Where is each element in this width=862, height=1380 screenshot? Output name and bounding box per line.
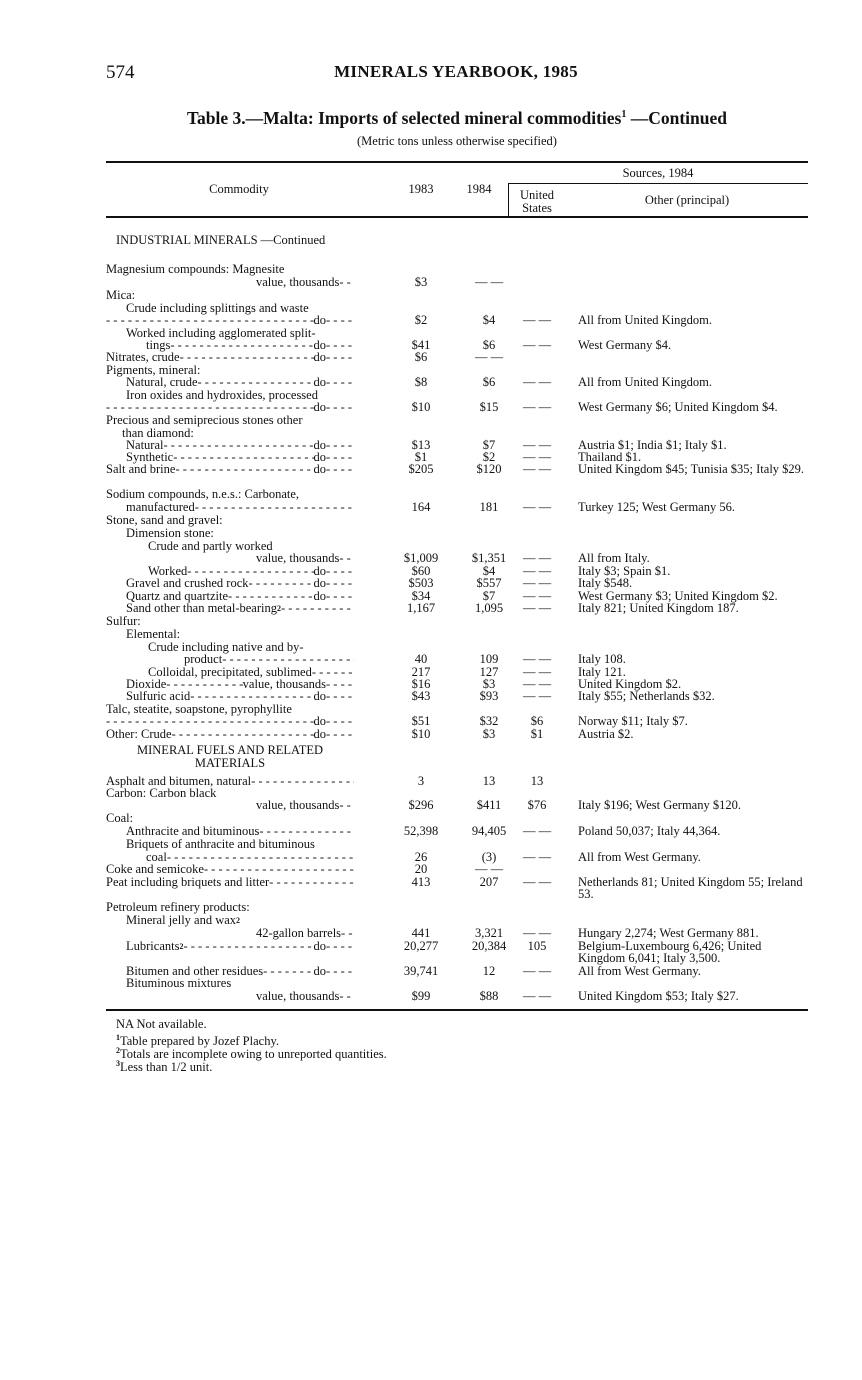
value-united-states: 13 [530,774,544,788]
value-united-states: $76 [527,798,547,812]
commodity-cell [126,376,354,389]
commodity-label: Bituminous mixtures [126,977,232,990]
value-1983: 20 [414,862,428,876]
value-1983: 3 [417,774,425,788]
value-1983: $205 [408,462,434,476]
commodity-label: value, thousands [256,799,340,812]
value-1983: 52,398 [403,824,439,838]
col-header-commodity: Commodity [209,182,269,196]
value-1983: 413 [411,875,431,889]
leader-dots [269,876,354,889]
value-1983: $1 [414,450,428,464]
value-1983: $6 [414,350,428,364]
commodity-label: Elemental: [126,628,181,641]
commodity-label: coal [146,851,167,864]
table-bottom-rule [106,1009,808,1011]
value-1984: 3,321 [474,926,504,940]
leader-dots [326,940,354,953]
value-1983: 164 [411,500,431,514]
commodity-cell [126,501,354,514]
value-united-states: — — [522,438,552,452]
commodity-cell [106,351,354,364]
leader-dots [106,715,314,728]
commodity-label: Anthracite and bituminous [126,825,260,838]
other-sources: Italy $55; Netherlands $32. [578,689,715,703]
leader-dots [259,825,354,838]
value-1983: $10 [411,400,431,414]
section-industrial-minerals: INDUSTRIAL MINERALS —Continued [116,233,326,247]
unit-label: do [313,401,326,414]
leader-dots [339,799,354,812]
unit-label: do [313,965,326,978]
value-1983: $13 [411,438,431,452]
value-1983: $503 [408,576,434,590]
commodity-cell [106,876,354,889]
value-united-states: $6 [530,714,544,728]
other-sources: West Germany $3; United Kingdom $2. [578,589,778,603]
unit-label: do [313,351,326,364]
leader-dots [172,728,314,741]
value-1983: $41 [411,338,431,352]
commodity-label: 42-gallon barrels [256,927,342,940]
commodity-label: than diamond: [122,427,194,440]
leader-dots [326,351,354,364]
unit-label: do [313,690,326,703]
value-1984: $1,351 [471,551,507,565]
footnote-1-mark: 1 [116,1033,120,1042]
value-1984: $3 [482,677,496,691]
unit-label: do [313,565,326,578]
value-united-states: — — [522,375,552,389]
unit-label: do [313,715,326,728]
leader-dots [183,940,313,953]
commodity-label: Dimension stone: [126,527,214,540]
other-sources: Thailand $1. [578,450,642,464]
commodity-cell [106,314,354,327]
table-subtitle: (Metric tons unless otherwise specified) [357,134,557,148]
table-title-footnote-mark: 1 [621,109,627,121]
commodity-label: value, thousands [256,276,340,289]
value-1984: $7 [482,589,496,603]
commodity-label: Coal: [106,812,134,825]
leader-dots [198,376,314,389]
unit-label: do [313,451,326,464]
value-1983: 441 [411,926,431,940]
value-united-states: — — [522,450,552,464]
other-sources: Poland 50,037; Italy 44,364. [578,824,721,838]
leader-dots [204,863,354,876]
leader-dots [339,552,354,565]
value-1983: $296 [408,798,434,812]
commodity-label: Quartz and quartzite [126,590,229,603]
us-header-line2: States [522,201,552,215]
commodity-label: Pigments, mineral: [106,364,201,377]
value-1983: 26 [414,850,428,864]
commodity-label: Worked including agglomerated split- [126,327,316,340]
value-1984: $4 [482,313,496,327]
other-sources: All from Italy. [578,551,650,565]
other-sources: Italy 121. [578,665,626,679]
value-1983: $10 [411,727,431,741]
value-1984: $557 [476,576,502,590]
other-sources: Netherlands 81; United Kingdom 55; Ireland 53. [578,875,803,901]
leader-dots [195,501,354,514]
value-united-states: — — [522,875,552,889]
value-1984: 109 [479,652,499,666]
value-1984: 13 [482,774,496,788]
commodity-cell [126,628,354,641]
commodity-cell [106,863,354,876]
commodity-cell [106,728,354,741]
page-number: 574 [106,62,135,83]
value-united-states: 105 [527,939,547,953]
value-united-states: — — [522,601,552,615]
col-header-1984: 1984 [466,182,492,196]
value-1984: $411 [476,798,502,812]
other-sources: Italy $548. [578,576,633,590]
unit-label: do [313,590,326,603]
commodity-label: product [184,653,223,666]
other-sources: United Kingdom $2. [578,677,682,691]
commodity-cell [106,812,354,825]
other-sources: Norway $11; Italy $7. [578,714,688,728]
value-1983: $2 [414,313,428,327]
value-united-states: — — [522,824,552,838]
value-1984: $15 [479,400,499,414]
section-mineral-fuels-line1: MINERAL FUELS AND RELATED [137,743,323,757]
commodity-cell [126,577,354,590]
other-sources: Belgium-Luxembourg 6,426; United Kingdom 6,041; Italy 3,500. [578,939,762,965]
commodity-cell [126,602,354,615]
col-header-1983: 1983 [408,182,434,196]
unit-label: do [313,728,326,741]
leader-dots [339,990,354,1003]
commodity-label: value, thousands [256,990,340,1003]
leader-dots [326,715,354,728]
other-sources: West Germany $6; United Kingdom $4. [578,400,778,414]
other-sources: Italy $196; West Germany $120. [578,798,741,812]
value-1983: $34 [411,589,431,603]
commodity-cell [126,825,354,838]
commodity-label: Briquets of anthracite and bituminous [126,838,315,851]
value-united-states: — — [522,313,552,327]
value-1984: — — [474,275,504,289]
other-sources: Italy $3; Spain $1. [578,564,671,578]
commodity-cell [106,514,354,527]
commodity-cell [256,799,354,812]
commodity-label: Iron oxides and hydroxides, processed [126,389,318,402]
unit-label: do [313,577,326,590]
leader-dots [281,602,354,615]
commodity-label: Petroleum refinery products: [106,901,250,914]
value-1983: $8 [414,375,428,389]
commodity-label: Coke and semicoke [106,863,204,876]
value-1984: (3) [481,850,497,864]
commodity-label: tings [146,339,171,352]
commodity-label: Natural [126,439,164,452]
value-1984: $2 [482,450,496,464]
commodity-cell [126,914,354,927]
commodity-cell [126,940,354,953]
value-united-states: — — [522,500,552,514]
value-1983: 39,741 [403,964,439,978]
value-united-states: $1 [530,727,544,741]
commodity-label: Precious and semiprecious stones other [106,414,303,427]
leader-dots [326,690,354,703]
value-united-states: — — [522,564,552,578]
commodity-label: manufactured [126,501,195,514]
footnote-mark: 2 [277,604,281,613]
commodity-cell [256,990,354,1003]
commodity-cell [106,901,354,914]
value-1983: 1,167 [406,601,436,615]
footnote-mark: 2 [179,942,184,951]
value-1983: $51 [411,714,431,728]
other-sources: Turkey 125; West Germany 56. [578,500,735,514]
section-mineral-fuels-line2: MATERIALS [194,756,266,770]
leader-dots [190,690,313,703]
commodity-label: Carbon: Carbon black [106,787,217,800]
unit-label: do [313,463,326,476]
leader-dots [249,577,314,590]
commodity-label: Asphalt and bitumen, natural [106,775,252,788]
commodity-label: Natural, crude [126,376,198,389]
value-united-states: — — [522,652,552,666]
commodity-label: Peat including briquets and litter [106,876,270,889]
value-1984: 127 [479,665,499,679]
footnote-3-mark: 3 [116,1059,120,1068]
running-head: MINERALS YEARBOOK, 1985 [334,62,578,81]
other-sources: Austria $1; India $1; Italy $1. [578,438,727,452]
commodity-cell [106,615,354,628]
commodity-cell [126,527,354,540]
value-united-states: — — [522,589,552,603]
commodity-cell [106,715,354,728]
footnote-2-text: Totals are incomplete owing to unreported quantities. [120,1047,387,1062]
commodity-label: Magnesium compounds: Magnesite [106,263,285,276]
other-sources: Italy 821; United Kingdom 187. [578,601,739,615]
other-sources: All from United Kingdom. [578,313,713,327]
value-1984: — — [474,350,504,364]
other-sources: All from West Germany. [578,964,701,978]
value-united-states: — — [522,989,552,1003]
unit-label: do [313,339,326,352]
leader-dots [222,653,354,666]
value-1983: $16 [411,677,431,691]
commodity-label: Crude and partly worked [148,540,273,553]
table-title-text: Table 3.—Malta: Imports of selected mineral commodities [186,108,622,128]
value-united-states: — — [522,338,552,352]
value-1984: $6 [482,375,496,389]
leader-dots [326,314,354,327]
commodity-cell [184,653,354,666]
value-united-states: — — [522,677,552,691]
commodity-label: Stone, sand and gravel: [106,514,223,527]
commodity-label: Talc, steatite, soapstone, pyrophyllite [106,703,292,716]
value-1983: $60 [411,564,431,578]
value-1984: $3 [482,727,496,741]
other-sources: West Germany $4. [578,338,672,352]
value-1984: $32 [479,714,499,728]
value-1984: $120 [476,462,502,476]
commodity-label: Dioxide [126,678,167,691]
other-sources: All from United Kingdom. [578,375,713,389]
leader-dots [326,577,354,590]
commodity-cell [106,263,354,276]
other-sources: United Kingdom $53; Italy $27. [578,989,739,1003]
commodity-label: Crude including native and by- [148,641,304,654]
leader-dots [326,728,354,741]
us-header-line1: United [519,188,555,202]
footnote-2-mark: 2 [116,1046,120,1055]
leader-dots [341,927,354,940]
value-united-states: — — [522,964,552,978]
value-1983: $43 [411,689,431,703]
value-united-states: — — [522,850,552,864]
leader-dots [326,463,354,476]
commodity-cell [256,552,354,565]
value-1984: $93 [479,689,499,703]
commodity-label: Sand other than metal-bearing [126,602,277,615]
other-sources: All from West Germany. [578,850,701,864]
commodity-cell [106,401,354,414]
value-united-states: — — [522,462,552,476]
leader-dots [326,401,354,414]
commodity-label: Crude including splittings and waste [126,302,309,315]
footnote-3 [116,1057,212,1074]
commodity-label: Salt and brine [106,463,176,476]
other-sources: Italy 108. [578,652,626,666]
value-1983: 40 [414,652,428,666]
value-1983: $99 [411,989,431,1003]
leader-dots [106,401,314,414]
commodity-label: Sodium compounds, n.e.s.: Carbonate, [106,488,300,501]
leader-dots [175,463,313,476]
commodity-label: Synthetic [126,451,174,464]
value-1984: $88 [479,989,499,1003]
commodity-label: Mica: [106,289,136,302]
commodity-label: Mineral jelly and wax [126,914,237,927]
commodity-label: Gravel and crushed rock [126,577,249,590]
table-title-suffix: —Continued [626,108,727,128]
commodity-cell [106,488,354,501]
value-1984: 94,405 [471,824,507,838]
value-1984: 207 [479,875,499,889]
value-united-states: — — [522,665,552,679]
value-1984: — — [474,862,504,876]
commodity-label: Sulfur: [106,615,141,628]
value-1983: 217 [411,665,431,679]
commodity-cell [126,838,354,851]
value-1983: $3 [414,275,428,289]
leader-dots [326,376,354,389]
value-1984: $7 [482,438,496,452]
commodity-cell [126,977,354,990]
commodity-cell [106,289,354,302]
unit-label: value, thousands [242,678,326,691]
value-1983: $1,009 [403,551,439,565]
leader-dots [106,314,314,327]
commodity-cell [106,414,354,427]
footnote-3-text: Less than 1/2 unit. [120,1060,213,1075]
commodity-label: Sulfuric acid [126,690,191,703]
col-header-sources: Sources, 1984 [622,166,694,180]
commodity-label: Bitumen and other residues [126,965,264,978]
col-header-other-principal: Other (principal) [644,193,730,207]
value-1983: 20,277 [403,939,439,953]
commodity-cell [256,927,354,940]
value-united-states: — — [522,400,552,414]
footnote-1-text: Table prepared by Jozef Plachy. [120,1034,280,1049]
value-united-states: — — [522,689,552,703]
leader-dots [339,276,354,289]
other-sources: Hungary 2,274; West Germany 881. [578,926,759,940]
value-1984: 1,095 [474,601,504,615]
value-united-states: — — [522,551,552,565]
unit-label: do [313,376,326,389]
commodity-label: Colloidal, precipitated, sublimed [148,666,312,679]
commodity-label: Other: Crude [106,728,172,741]
commodity-label: Nitrates, crude [106,351,180,364]
commodity-cell [126,690,354,703]
value-united-states: — — [522,926,552,940]
footnote-mark: 2 [236,916,241,925]
value-1984: $6 [482,338,496,352]
unit-label: do [313,314,326,327]
commodity-cell [256,276,354,289]
leader-dots [180,351,314,364]
value-1984: 12 [482,964,496,978]
value-united-states: — — [522,576,552,590]
value-1984: 181 [479,500,499,514]
value-1984: 20,384 [471,939,507,953]
commodity-label: Worked [148,565,188,578]
other-sources: United Kingdom $45; Tunisia $35; Italy $29. [578,462,805,476]
value-1984: $4 [482,564,496,578]
other-sources: Austria $2. [578,727,634,741]
unit-label: do [313,940,326,953]
footnote-na: NA Not available. [116,1017,207,1031]
unit-label: do [313,439,326,452]
commodity-cell [106,463,354,476]
commodity-label: Lubricants [126,940,180,953]
commodity-label: value, thousands [256,552,340,565]
